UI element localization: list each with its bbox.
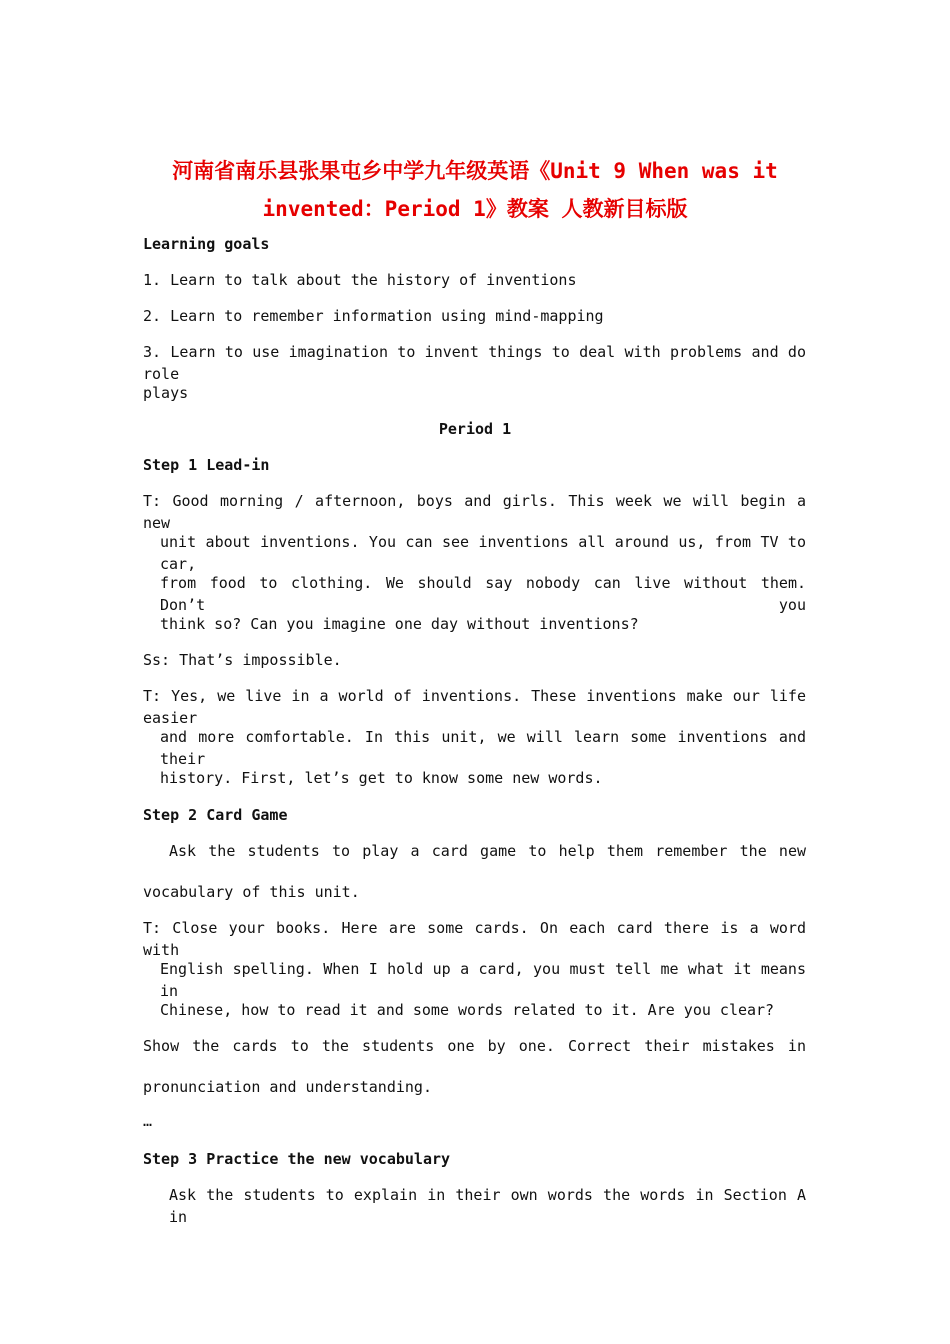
document-title-line-2: invented：Period 1》教案 人教新目标版 bbox=[262, 197, 688, 221]
learning-goal-3-line-2: plays bbox=[143, 384, 189, 402]
step-1-teacher-line-4: think so? Can you imagine one day without inventions? bbox=[160, 615, 639, 633]
document-title-line-1: 河南省南乐县张果屯乡中学九年级英语《Unit 9 When was it bbox=[172, 159, 778, 183]
step-2-paragraph-line-2: vocabulary of this unit. bbox=[143, 883, 360, 901]
step-2-heading: Step 2 Card Game bbox=[143, 806, 288, 824]
period-heading: Period 1 bbox=[438, 420, 512, 438]
step-1-teacher-line-2: unit about inventions. You can see inventions all around us, from TV to car, bbox=[160, 533, 806, 573]
step-1-teacher-2-line-2: and more comfortable. In this unit, we will learn some inventions and their bbox=[160, 728, 806, 768]
step-1-heading: Step 1 Lead-in bbox=[143, 456, 270, 474]
step-2-teacher-line-1: T: Close your books. Here are some cards. On each card there is a word with bbox=[143, 919, 806, 959]
step-3-heading: Step 3 Practice the new vocabulary bbox=[143, 1150, 451, 1168]
step-2-paragraph-line-1: Ask the students to play a card game to help them remember the new bbox=[169, 842, 806, 860]
step-1-teacher-line-1: T: Good morning / afternoon, boys and girls. This week we will begin a new bbox=[143, 492, 806, 532]
step-1-teacher-2-line-1: T: Yes, we live in a world of inventions. These inventions make our life easier bbox=[143, 687, 806, 727]
step-1-students-reply: Ss: That’s impossible. bbox=[143, 651, 342, 669]
learning-goal-2: 2. Learn to remember information using mind-mapping bbox=[143, 307, 604, 325]
step-2-teacher-line-2: English spelling. When I hold up a card, you must tell me what it means in bbox=[160, 960, 806, 1000]
step-3-paragraph-line-1: Ask the students to explain in their own words the words in Section A in bbox=[169, 1186, 806, 1226]
step-2-show-line-2: pronunciation and understanding. bbox=[143, 1078, 432, 1096]
learning-goals-heading: Learning goals bbox=[143, 235, 270, 253]
step-1-teacher-2-line-3: history. First, let’s get to know some new words. bbox=[160, 769, 603, 787]
learning-goal-3-line-1: 3. Learn to use imagination to invent things to deal with problems and do role bbox=[143, 343, 806, 383]
step-2-show-line-1: Show the cards to the students one by one. Correct their mistakes in bbox=[143, 1037, 806, 1055]
learning-goal-1: 1. Learn to talk about the history of inventions bbox=[143, 271, 577, 289]
step-1-teacher-line-3: from food to clothing. We should say nobody can live without them. Don’t you bbox=[160, 574, 806, 614]
step-2-teacher-line-3: Chinese, how to read it and some words related to it. Are you clear? bbox=[160, 1001, 775, 1019]
step-2-ellipsis: … bbox=[143, 1112, 153, 1130]
